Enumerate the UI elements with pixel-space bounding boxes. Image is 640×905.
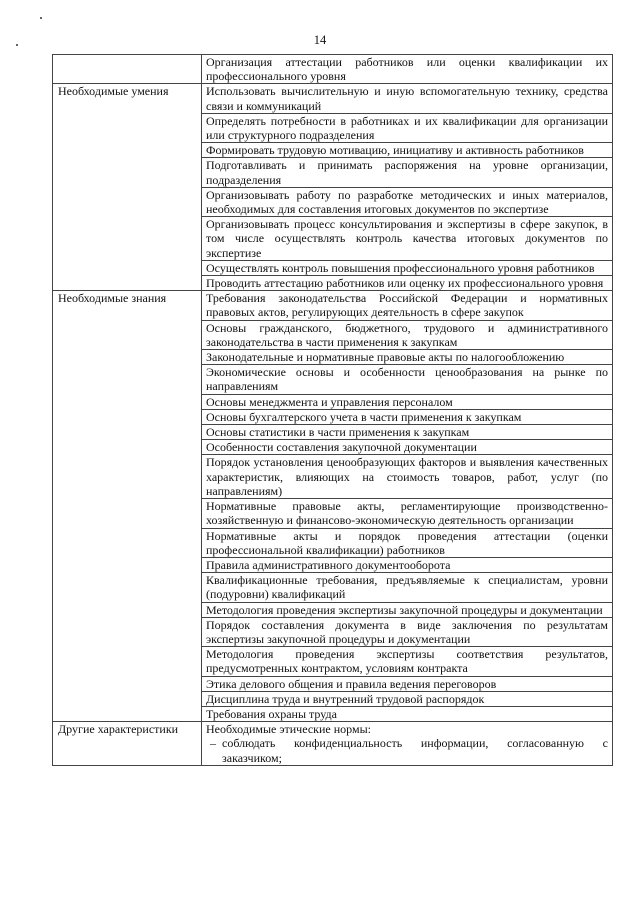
row-description: Правила административного документооборота (202, 557, 613, 572)
row-label (53, 55, 202, 84)
row-description: Требования охраны труда (202, 706, 613, 721)
list-item (206, 736, 608, 764)
row-description: Этика делового общения и правила ведения переговоров (202, 676, 613, 691)
skill-row (53, 84, 613, 113)
row-description: Методология проведения экспертизы соответствия результатов, предусмотренных контрактом, условиям контракта (202, 647, 613, 676)
row-description: Основы бухгалтерского учета в части применения к закупкам (202, 409, 613, 424)
row-description: Использовать вычислительную и иную вспомогательную технику, средства связи и коммуникаций (202, 84, 613, 113)
row-description: Методология проведения экспертизы закупочной процедуры и документации (202, 602, 613, 617)
row-description: Дисциплина труда и внутренний трудовой распорядок (202, 691, 613, 706)
row-description: Экономические основы и особенности ценообразования на рынке по направлениям (202, 365, 613, 394)
row-description: Порядок установления ценообразующих факторов и выявления качественных характеристик, влияющих на стоимость товаров, работ, услуг (по направлениям) (202, 455, 613, 499)
row-description: Квалификационные требования, предъявляемые к специалистам, уровни (подуровни) квалификаций (202, 573, 613, 602)
other-characteristics-row (53, 722, 613, 766)
row-description: Организация аттестации работников или оценки квалификации их профессионального уровня (202, 55, 613, 84)
row-description: Организовывать работу по разработке методических и иных материалов, необходимых для составления итоговых документов по экспертизе (202, 187, 613, 216)
row-description: Подготавливать и принимать распоряжения на уровне организации, подразделения (202, 158, 613, 187)
row-label: Необходимые знания (53, 291, 202, 722)
row-description: Организовывать процесс консультирования и экспертизы в сфере закупок, в том числе осуществлять контроль качества итоговых документов по экспертизе (202, 217, 613, 261)
characteristics-table (52, 54, 613, 766)
row-description (202, 722, 613, 766)
bullet-dash: – (210, 736, 216, 751)
row-description: Основы гражданского, бюджетного, трудового и административного законодательства в части применения к закупкам (202, 320, 613, 349)
row-label: Необходимые умения (53, 84, 202, 291)
page-number: 14 (313, 33, 327, 47)
ethics-heading: Необходимые этические нормы: (206, 722, 371, 737)
row-description: Определять потребности в работниках и их квалификации для организации или структурного подразделения (202, 113, 613, 142)
row-description: Требования законодательства Российской Федерации и нормативных правовых актов, регулирующих деятельность в сфере закупок (202, 291, 613, 320)
row-description: Основы статистики в части применения к закупкам (202, 425, 613, 440)
row-description: Формировать трудовую мотивацию, инициативу и активность работников (202, 143, 613, 158)
scan-speck (40, 17, 42, 19)
row-description: Осуществлять контроль повышения профессионального уровня работников (202, 260, 613, 275)
row-description: Нормативные правовые акты, регламентирующие производственно-хозяйственную и финансово-экономическую деятельность организации (202, 499, 613, 528)
row-description: Основы менеджмента и управления персоналом (202, 394, 613, 409)
row-description: Проводить аттестацию работников или оценку их профессионального уровня (202, 276, 613, 291)
row-description: Порядок составления документа в виде заключения по результатам экспертизы закупочной процедуры и документации (202, 617, 613, 646)
row-description: Особенности составления закупочной документации (202, 440, 613, 455)
list-item-text: соблюдать конфиденциальность информации, согласованную с заказчиком; (222, 736, 608, 765)
table-row (53, 55, 613, 84)
row-description: Законодательные и нормативные правовые акты по налогообложению (202, 350, 613, 365)
knowledge-row (53, 291, 613, 320)
row-description: Нормативные акты и порядок проведения аттестации (оценки профессиональной квалификации) работников (202, 528, 613, 557)
row-label: Другие характеристики (53, 722, 202, 766)
